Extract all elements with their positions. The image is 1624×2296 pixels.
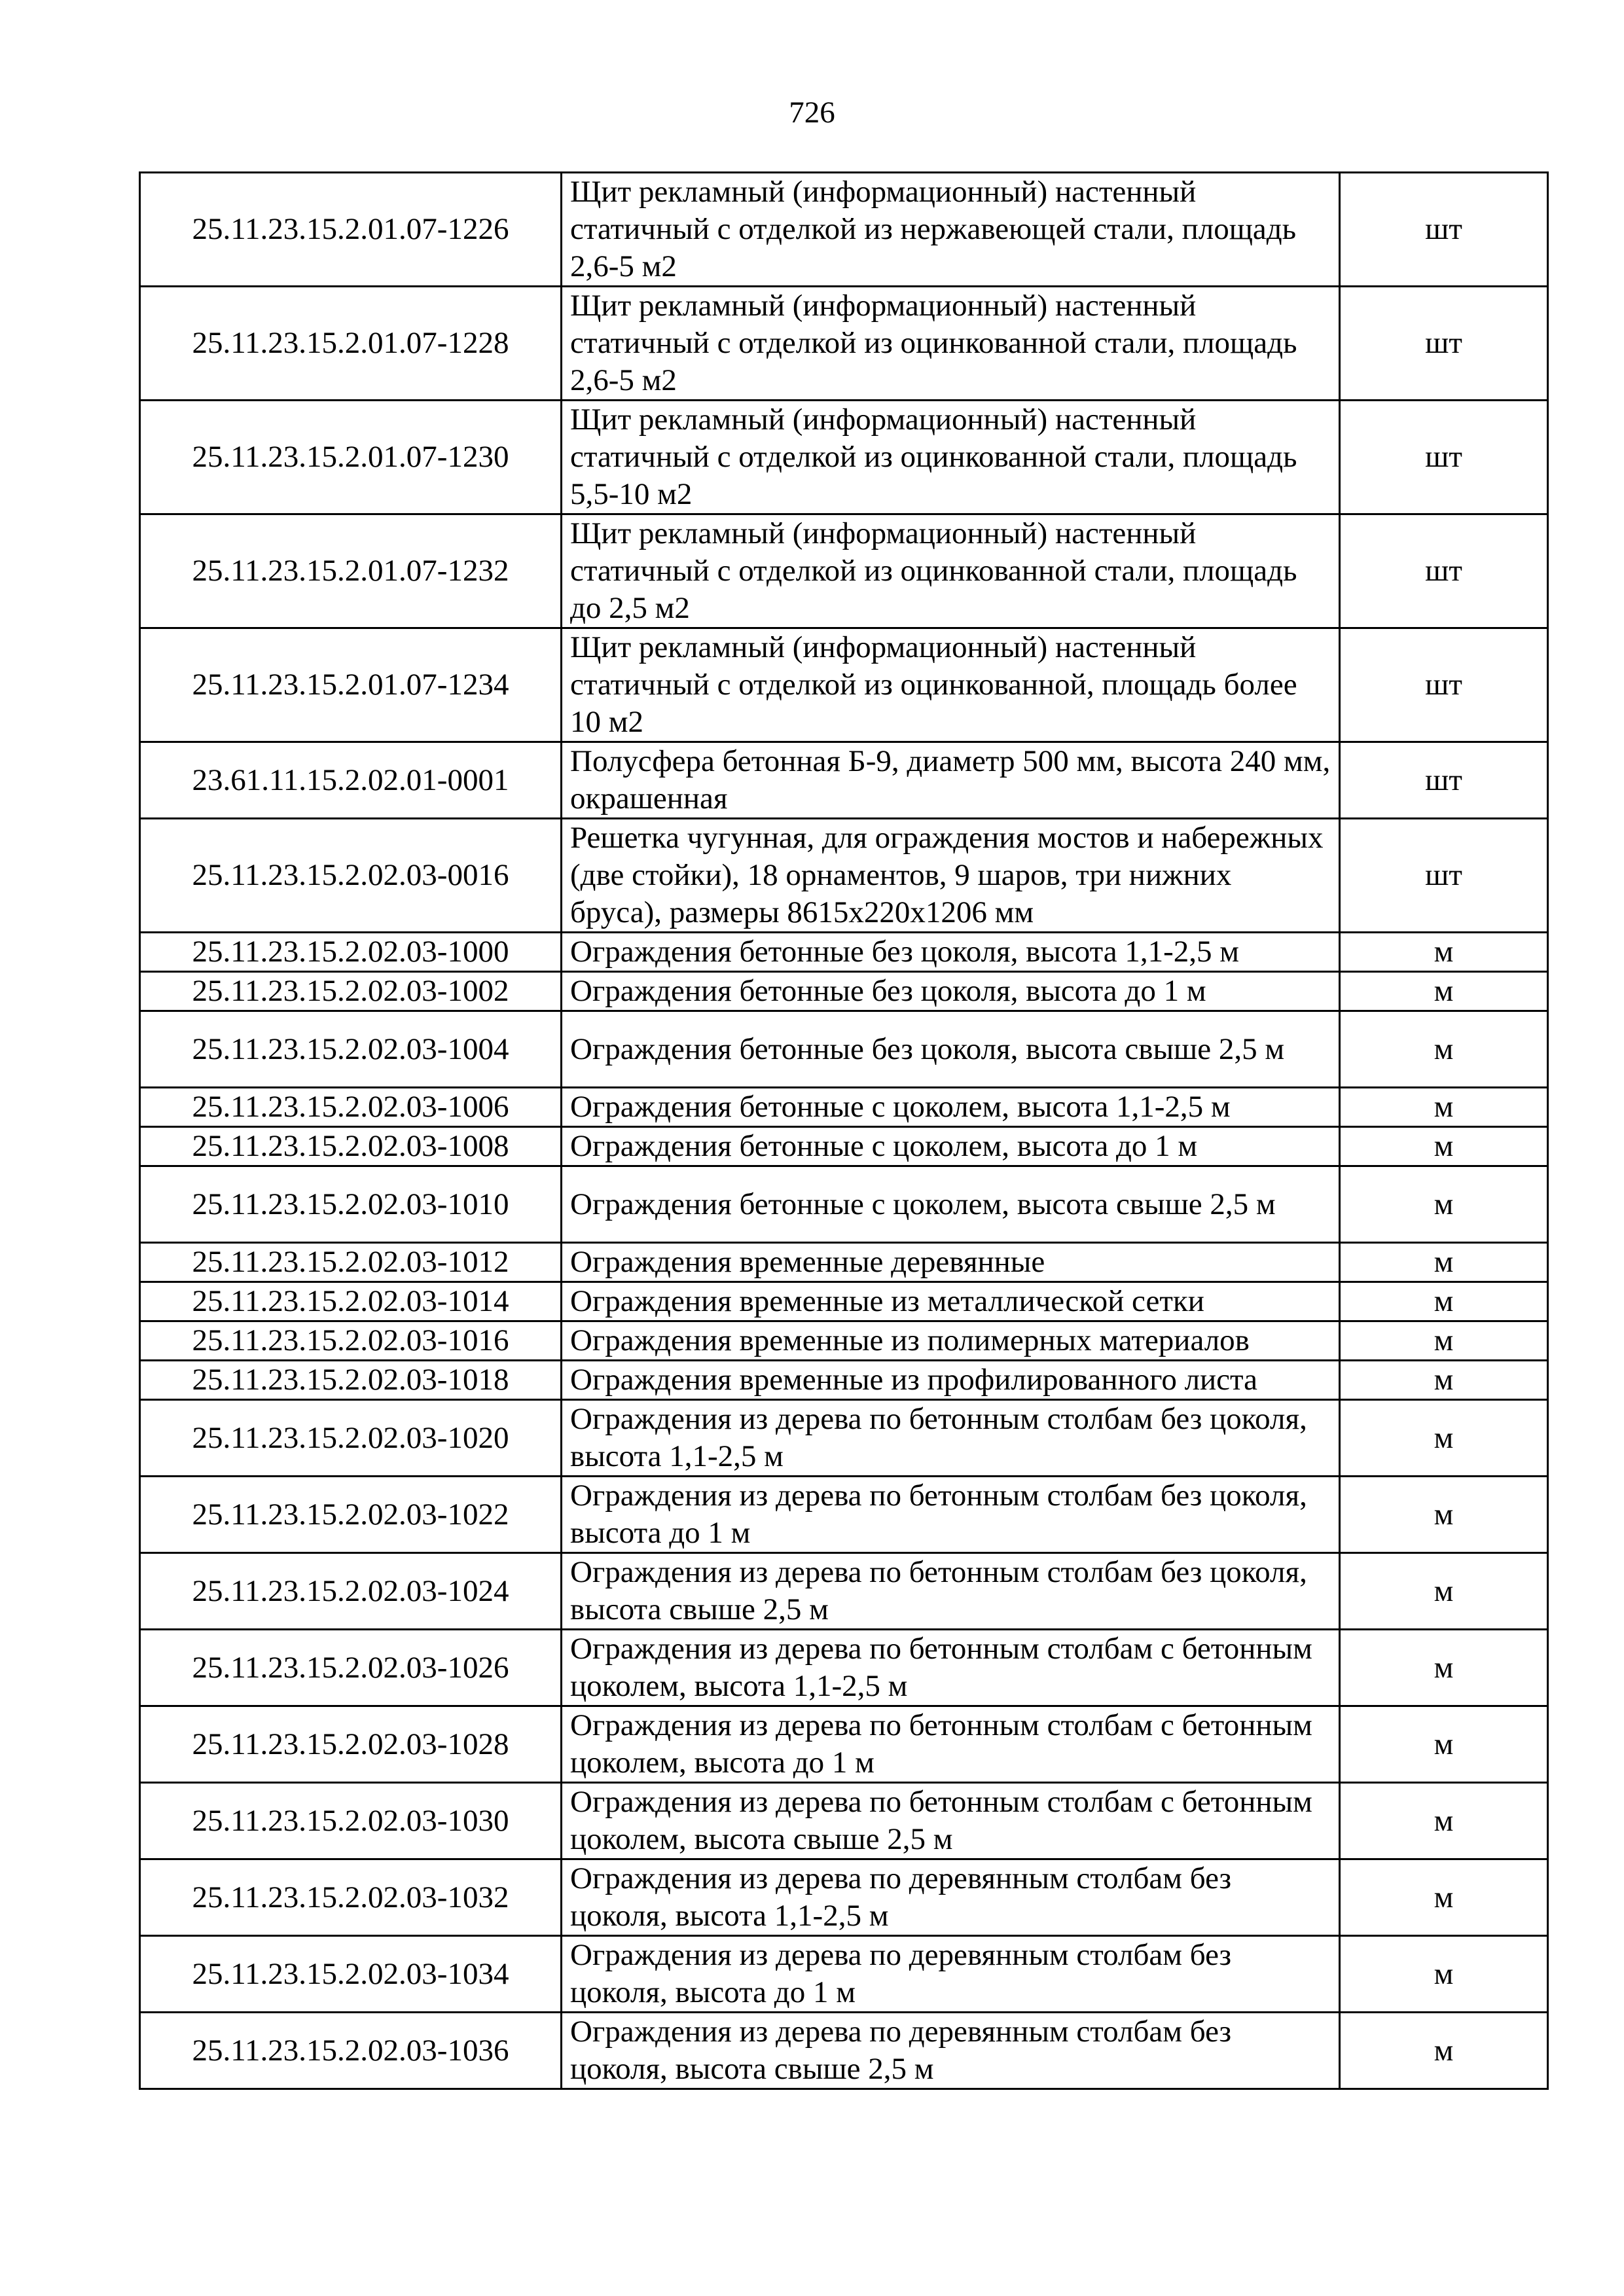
resource-code-cell: 25.11.23.15.2.02.03-1032 <box>140 1859 562 1936</box>
resource-name-cell: Ограждения бетонные с цоколем, высота 1,1-2,5 м <box>562 1088 1340 1127</box>
resource-name-cell: Ограждения из дерева по деревянным столбам без цоколя, высота 1,1-2,5 м <box>562 1859 1340 1936</box>
resource-name-cell: Ограждения из дерева по бетонным столбам с бетонным цоколем, высота 1,1-2,5 м <box>562 1630 1340 1706</box>
table-row <box>140 1783 1548 1859</box>
resource-code-cell: 25.11.23.15.2.02.03-1002 <box>140 972 562 1011</box>
resource-name-cell: Ограждения бетонные с цоколем, высота до 1 м <box>562 1127 1340 1166</box>
resource-code-cell: 25.11.23.15.2.02.03-1016 <box>140 1321 562 1361</box>
resource-name-cell: Щит рекламный (информационный) настенный статичный с отделкой из оцинкованной стали, площадь до 2,5 м2 <box>562 514 1340 628</box>
table-row <box>140 1166 1548 1243</box>
resource-code-cell: 23.61.11.15.2.02.01-0001 <box>140 742 562 819</box>
resource-code-cell: 25.11.23.15.2.02.03-1018 <box>140 1361 562 1400</box>
resource-name-cell: Щит рекламный (информационный) настенный статичный с отделкой из оцинкованной стали, площадь 2,6-5 м2 <box>562 287 1340 401</box>
resource-code-cell: 25.11.23.15.2.01.07-1234 <box>140 628 562 742</box>
resource-code-cell: 25.11.23.15.2.02.03-1036 <box>140 2013 562 2089</box>
unit-cell: шт <box>1340 742 1548 819</box>
resource-code-cell: 25.11.23.15.2.02.03-1014 <box>140 1282 562 1321</box>
unit-cell: м <box>1340 1282 1548 1321</box>
table-row <box>140 819 1548 933</box>
resource-code-cell: 25.11.23.15.2.02.03-0016 <box>140 819 562 933</box>
resource-code-cell: 25.11.23.15.2.01.07-1226 <box>140 173 562 287</box>
table-row <box>140 742 1548 819</box>
unit-cell: м <box>1340 1361 1548 1400</box>
resource-code-cell: 25.11.23.15.2.02.03-1028 <box>140 1706 562 1783</box>
resource-code-cell: 25.11.23.15.2.02.03-1010 <box>140 1166 562 1243</box>
resource-name-cell: Ограждения из дерева по бетонным столбам с бетонным цоколем, высота до 1 м <box>562 1706 1340 1783</box>
resource-name-cell: Ограждения бетонные без цоколя, высота свыше 2,5 м <box>562 1011 1340 1088</box>
resource-name-cell: Ограждения из дерева по бетонным столбам без цоколя, высота 1,1-2,5 м <box>562 1400 1340 1477</box>
resource-name-cell: Ограждения из дерева по деревянным столбам без цоколя, высота до 1 м <box>562 1936 1340 2013</box>
unit-cell: шт <box>1340 401 1548 514</box>
table-row <box>140 1553 1548 1630</box>
table-row <box>140 1243 1548 1282</box>
unit-cell: м <box>1340 1127 1548 1166</box>
unit-cell: м <box>1340 1088 1548 1127</box>
resource-name-cell: Ограждения из дерева по бетонным столбам без цоколя, высота свыше 2,5 м <box>562 1553 1340 1630</box>
table-row <box>140 1127 1548 1166</box>
resource-name-cell: Ограждения временные из металлической сетки <box>562 1282 1340 1321</box>
unit-cell: м <box>1340 1859 1548 1936</box>
page-number: 726 <box>789 96 835 130</box>
resource-table <box>139 171 1549 2090</box>
table-row <box>140 287 1548 401</box>
resource-name-cell: Ограждения бетонные без цоколя, высота до 1 м <box>562 972 1340 1011</box>
unit-cell: м <box>1340 933 1548 972</box>
unit-cell: м <box>1340 1783 1548 1859</box>
resource-code-cell: 25.11.23.15.2.02.03-1034 <box>140 1936 562 2013</box>
unit-cell: шт <box>1340 819 1548 933</box>
unit-cell: м <box>1340 1477 1548 1553</box>
table-row <box>140 1477 1548 1553</box>
table-row <box>140 1088 1548 1127</box>
resource-name-cell: Ограждения из дерева по бетонным столбам без цоколя, высота до 1 м <box>562 1477 1340 1553</box>
table-body <box>140 173 1548 2089</box>
resource-name-cell: Щит рекламный (информационный) настенный статичный с отделкой из оцинкованной стали, площадь 5,5-10 м2 <box>562 401 1340 514</box>
table-row <box>140 1321 1548 1361</box>
resource-name-cell: Ограждения бетонные с цоколем, высота свыше 2,5 м <box>562 1166 1340 1243</box>
unit-cell: м <box>1340 1400 1548 1477</box>
unit-cell: шт <box>1340 514 1548 628</box>
table-row <box>140 1361 1548 1400</box>
resource-code-cell: 25.11.23.15.2.02.03-1024 <box>140 1553 562 1630</box>
resource-code-cell: 25.11.23.15.2.02.03-1008 <box>140 1127 562 1166</box>
resource-code-cell: 25.11.23.15.2.01.07-1228 <box>140 287 562 401</box>
resource-name-cell: Щит рекламный (информационный) настенный статичный с отделкой из нержавеющей стали, площадь 2,6-5 м2 <box>562 173 1340 287</box>
table-row <box>140 2013 1548 2089</box>
resource-name-cell: Полусфера бетонная Б-9, диаметр 500 мм, высота 240 мм, окрашенная <box>562 742 1340 819</box>
resource-code-cell: 25.11.23.15.2.01.07-1232 <box>140 514 562 628</box>
resource-name-cell: Ограждения бетонные без цоколя, высота 1,1-2,5 м <box>562 933 1340 972</box>
unit-cell: м <box>1340 1321 1548 1361</box>
table-row <box>140 1859 1548 1936</box>
resource-code-cell: 25.11.23.15.2.02.03-1000 <box>140 933 562 972</box>
unit-cell: м <box>1340 2013 1548 2089</box>
resource-code-cell: 25.11.23.15.2.02.03-1020 <box>140 1400 562 1477</box>
resource-name-cell: Щит рекламный (информационный) настенный статичный с отделкой из оцинкованной, площадь более 10 м2 <box>562 628 1340 742</box>
table-row <box>140 933 1548 972</box>
table-row <box>140 1011 1548 1088</box>
unit-cell: м <box>1340 1166 1548 1243</box>
table-row <box>140 1936 1548 2013</box>
resource-code-cell: 25.11.23.15.2.02.03-1006 <box>140 1088 562 1127</box>
unit-cell: м <box>1340 1706 1548 1783</box>
table-row <box>140 628 1548 742</box>
unit-cell: м <box>1340 1243 1548 1282</box>
unit-cell: м <box>1340 1630 1548 1706</box>
table-row <box>140 972 1548 1011</box>
resource-name-cell: Ограждения из дерева по деревянным столбам без цоколя, высота свыше 2,5 м <box>562 2013 1340 2089</box>
resource-name-cell: Ограждения временные деревянные <box>562 1243 1340 1282</box>
table-row <box>140 1630 1548 1706</box>
table-row <box>140 514 1548 628</box>
resource-name-cell: Ограждения временные из полимерных материалов <box>562 1321 1340 1361</box>
unit-cell: м <box>1340 1011 1548 1088</box>
table-row <box>140 1282 1548 1321</box>
resource-code-cell: 25.11.23.15.2.02.03-1030 <box>140 1783 562 1859</box>
unit-cell: шт <box>1340 287 1548 401</box>
unit-cell: шт <box>1340 628 1548 742</box>
resource-code-cell: 25.11.23.15.2.02.03-1004 <box>140 1011 562 1088</box>
resource-name-cell: Решетка чугунная, для ограждения мостов и набережных (две стойки), 18 орнаментов, 9 шаров, три нижних бруса), размеры 8615х220х1206 мм <box>562 819 1340 933</box>
resource-code-cell: 25.11.23.15.2.02.03-1022 <box>140 1477 562 1553</box>
resource-name-cell: Ограждения временные из профилированного листа <box>562 1361 1340 1400</box>
table-row <box>140 1400 1548 1477</box>
unit-cell: м <box>1340 1936 1548 2013</box>
resource-code-cell: 25.11.23.15.2.02.03-1012 <box>140 1243 562 1282</box>
unit-cell: шт <box>1340 173 1548 287</box>
resource-code-cell: 25.11.23.15.2.01.07-1230 <box>140 401 562 514</box>
unit-cell: м <box>1340 972 1548 1011</box>
resource-code-cell: 25.11.23.15.2.02.03-1026 <box>140 1630 562 1706</box>
table-row <box>140 401 1548 514</box>
table-row <box>140 1706 1548 1783</box>
table-row <box>140 173 1548 287</box>
unit-cell: м <box>1340 1553 1548 1630</box>
resource-name-cell: Ограждения из дерева по бетонным столбам с бетонным цоколем, высота свыше 2,5 м <box>562 1783 1340 1859</box>
